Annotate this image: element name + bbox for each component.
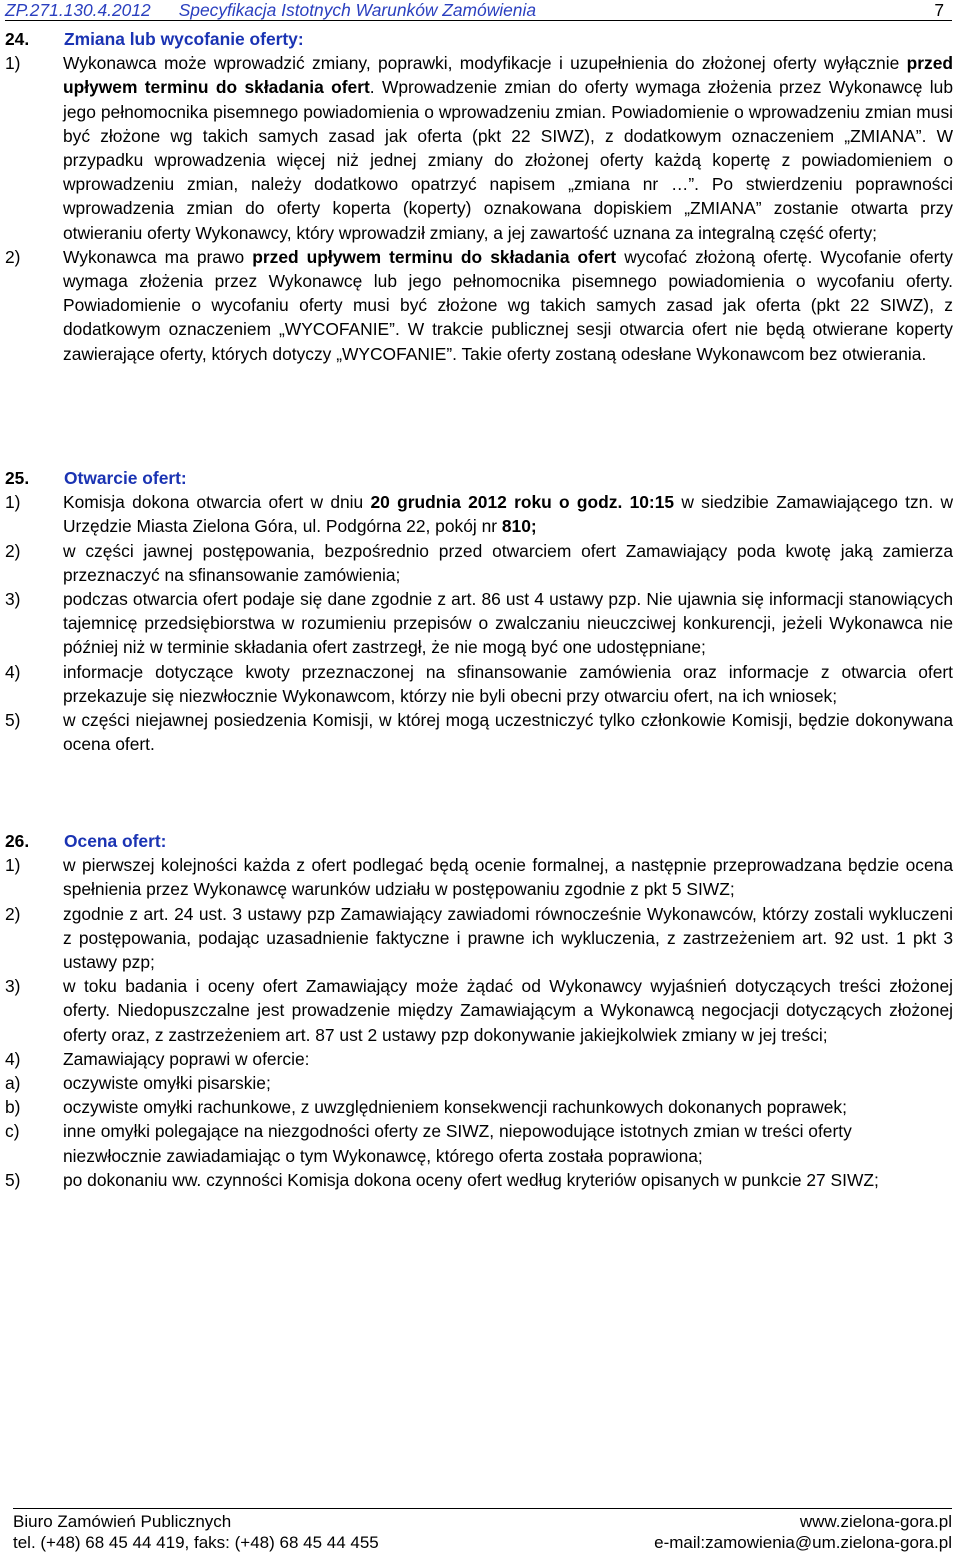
item-marker: 1) xyxy=(5,53,21,74)
text-run: Wykonawca może wprowadzić zmiany, poprawki, modyfikacje i uzupełnienia do złożonej oferty wyłącznie xyxy=(63,53,907,74)
header-left xyxy=(5,0,536,22)
item-marker: 3) xyxy=(5,976,21,997)
section-number: 25. xyxy=(5,468,30,488)
section-26 xyxy=(5,829,953,1192)
list-item xyxy=(5,974,953,1047)
footer-phone: tel. (+48) 68 45 44 419, faks: (+48) 68 45 44 455 xyxy=(13,1533,379,1552)
section-number: 24. xyxy=(5,29,30,49)
list-item xyxy=(5,1095,953,1119)
section-24 xyxy=(5,27,953,366)
section-title: Otwarcie ofert: xyxy=(64,468,187,488)
item-marker: a) xyxy=(5,1073,21,1094)
section-number: 26. xyxy=(5,831,30,851)
document-id: ZP.271.130.4.2012 xyxy=(5,0,151,20)
item-text: po dokonaniu ww. czynności Komisja dokona oceny ofert według kryteriów opisanych w punkcie 27 SIWZ; xyxy=(63,1169,879,1190)
list-item xyxy=(5,539,953,587)
item-marker: 5) xyxy=(5,710,21,731)
item-text xyxy=(63,245,953,366)
footer-website-link[interactable]: www.zielona-gora.pl xyxy=(799,1512,952,1531)
list-item xyxy=(5,660,953,708)
item-marker: 3) xyxy=(5,589,21,610)
section-heading xyxy=(5,27,953,51)
section-25 xyxy=(5,466,953,756)
item-text: w części jawnej postępowania, bezpośrednio przed otwarciem ofert Zamawiający poda kwotę jaką zamierza przeznaczyć na sfinansowanie zamówienia; xyxy=(63,540,953,585)
item-text: oczywiste omyłki pisarskie; xyxy=(63,1073,271,1094)
section-title: Ocena ofert: xyxy=(64,831,167,851)
section-heading xyxy=(5,829,953,853)
item-marker: 2) xyxy=(5,540,21,561)
list-item xyxy=(5,853,953,901)
list-item xyxy=(5,51,953,245)
text-run: . Wprowadzenie zmian do oferty wymaga złożenia przez Wykonawcę lub jego pełnomocnika pisemnego powiadomienia o wprowadzeniu zmian. Powiadomienie o wprowadzeniu zmian musi być złożone wg takich samych zasad jak oferta (pkt 22 SIWZ), z dodatkowym oznaczeniem „ZMIANA”. W przypadku wprowadzenia więcej niż jednej zmiany do złożonej oferty każdą kopertę z powiadomieniem o wprowadzeniu zmian, należy dodatkowo opatrzyć napisem „zmiana nr …”. Po stwierdzeniu poprawności wprowadzenia zmian do oferty koperta (koperty) oznakowana dopiskiem „ZMIANA” zostanie otwarta przy otwieraniu oferty Wykonawcy, który wprowadził zmiany, a jej zawartość uznana za integralną część oferty; xyxy=(63,77,953,243)
page-header xyxy=(5,0,952,21)
list-item xyxy=(5,245,953,366)
list-item xyxy=(5,1119,953,1143)
item-text: w pierwszej kolejności każda z ofert podlegać będą ocenie formalnej, a następnie przeprowadzana będzie ocena spełnienia przez Wykonawcę warunków udziału w postępowaniu zgodnie z pkt 5 SIWZ; xyxy=(63,855,953,900)
text-run: wycofać złożoną ofertę. Wycofanie oferty wymaga złożenia przez Wykonawcę lub jego pełnomocnika pisemnego powiadomienia o wycofaniu oferty. Powiadomienie o wycofaniu oferty musi być złożone wg takich samych zasad jak oferta (pkt 22 SIWZ), z dodatkowym oznaczeniem „WYCOFANIE”. W trakcie publicznej sesji otwarcia ofert nie będą otwierane koperty zawierające oferty, których dotyczy „WYCOFANIE”. Takie oferty zostaną odesłane Wykonawcom bez otwierania. xyxy=(63,246,953,364)
bold-run: przed upływem terminu do składania ofert xyxy=(63,53,953,98)
list-item xyxy=(5,1047,953,1071)
item-text: informacje dotyczące kwoty przeznaczonej na sfinansowanie zamówienia oraz informacje z otwarcia ofert przekazuje się niezwłocznie Wykonawcom, którzy nie byli obecni przy otwarciu ofert, na ich wniosek; xyxy=(63,661,953,706)
item-text: podczas otwarcia ofert podaje się dane zgodnie z art. 86 ust 4 ustawy pzp. Nie ujawnia się informacji stanowiących tajemnicę przedsiębiorstwa w rozumieniu przepisów o zwalczaniu nieuczciwej konkurencji, jeżeli Wykonawca nie później niż w terminie składania ofert zastrzegł, że nie mogą być one udostępniane; xyxy=(63,589,953,658)
item-marker: 1) xyxy=(5,492,21,513)
section-heading xyxy=(5,466,953,490)
footer-email-link[interactable]: e-mail:zamowienia@um.zielona-gora.pl xyxy=(654,1533,952,1552)
list-item xyxy=(5,708,953,756)
page-number: 7 xyxy=(934,0,944,20)
footer-office: Biuro Zamówień Publicznych xyxy=(13,1512,232,1531)
list-item xyxy=(5,1071,953,1095)
list-item xyxy=(5,1168,953,1192)
list-item xyxy=(5,490,953,538)
item-marker: 4) xyxy=(5,661,21,682)
item-marker: 4) xyxy=(5,1048,21,1069)
item-text: inne omyłki polegające na niezgodności oferty ze SIWZ, niepowodujące istotnych zmian w treści oferty xyxy=(63,1121,852,1142)
bold-run: 810; xyxy=(501,516,537,537)
bold-run: przed upływem terminu do składania ofert xyxy=(252,246,617,267)
item-text: w toku badania i oceny ofert Zamawiający może żądać od Wykonawcy wyjaśnień dotyczących treści złożonej oferty. Niedopuszczalne jest prowadzenie między Zamawiającym a Wykonawcą negocjacji dotyczących złożonej oferty oraz, z zastrzeżeniem art. 87 ust 2 ustawy pzp dokonywanie jakiejkolwiek zmiany w jej treści; xyxy=(63,976,953,1045)
bold-run: 20 grudnia 2012 roku o godz. 10:15 xyxy=(370,492,675,513)
section-title: Zmiana lub wycofanie oferty: xyxy=(64,29,304,49)
list-item xyxy=(5,587,953,660)
text-run: Komisja dokona otwarcia ofert w dniu xyxy=(63,492,371,513)
text-run: Wykonawca ma prawo xyxy=(63,246,253,267)
item-text: oczywiste omyłki rachunkowe, z uwzględnieniem konsekwencji rachunkowych dokonanych poprawek; xyxy=(63,1097,847,1118)
item-text: Zamawiający poprawi w ofercie: xyxy=(63,1048,310,1069)
page-footer xyxy=(13,1508,952,1552)
continuation-text: niezwłocznie zawiadamiając o tym Wykonawcę, którego oferta została poprawiona; xyxy=(63,1145,703,1166)
item-marker: 1) xyxy=(5,855,21,876)
item-text xyxy=(63,51,953,245)
item-marker: c) xyxy=(5,1121,20,1142)
item-marker: 5) xyxy=(5,1169,21,1190)
item-marker: b) xyxy=(5,1097,21,1118)
item-text xyxy=(63,490,953,538)
list-item xyxy=(5,902,953,975)
item-text: zgodnie z art. 24 ust. 3 ustawy pzp Zamawiający zawiadomi równocześnie Wykonawców, którzy zostali wykluczeni z postępowania, podając uzasadnienie faktyczne i prawne ich wykluczenia, z zastrzeżeniem art. 92 ust. 1 pkt 3 ustawy pzp; xyxy=(63,903,953,973)
document-title: Specyfikacja Istotnych Warunków Zamówienia xyxy=(178,0,537,20)
text-run: w siedzibie Zamawiającego tzn. w Urzędzie Miasta Zielona Góra, ul. Podgórna 22, pokój nr xyxy=(63,492,954,537)
item-marker: 2) xyxy=(5,903,21,924)
item-text: w części niejawnej posiedzenia Komisji, w której mogą uczestniczyć tylko członkowie Komisji, będzie dokonywana ocena ofert. xyxy=(63,710,953,755)
item-marker: 2) xyxy=(5,246,21,267)
